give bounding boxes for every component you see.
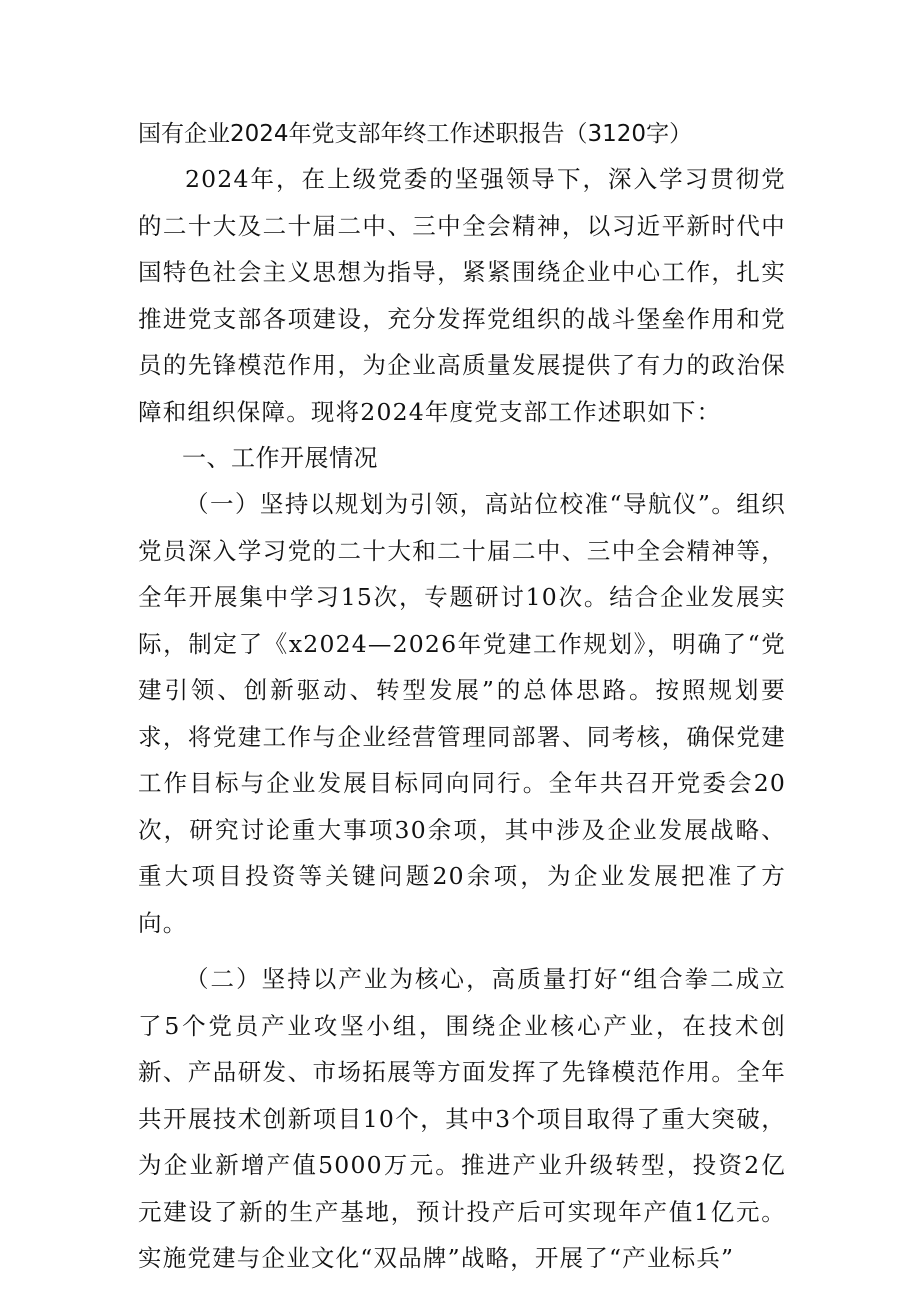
paragraph-planning: （一）坚持以规划为引领，高站位校准“导航仪”。组织党员深入学习党的二十大和二十届二中、三中全会精神等，全年开展集中学习15次，专题研讨10次。结合企业发展实际，制定了《x2024—2026年党建工作规划》，明确了“党建引领、创新驱动、转型发展”的总体思路。按照规划要求，将党建工作与企业经营管理同部署、同考核，确保党建工作目标与企业发展目标同向同行。全年共召开党委会20次，研究讨论重大事项30余项，其中涉及企业发展战略、重大项目投资等关键问题20余项，为企业发展把准了方向。 xyxy=(138,490,786,937)
document-title: 国有企业2024年党支部年终工作述职报告（3120字） xyxy=(138,121,693,147)
section-heading-work: 一、工作开展情况 xyxy=(182,444,378,472)
document-body xyxy=(138,112,786,1282)
paragraph-spacer xyxy=(138,946,786,956)
paragraph-industry: （二）坚持以产业为核心，高质量打好“组合拳二成立了5个党员产业攻坚小组，围绕企业核心产业，在技术创新、产品研发、市场拓展等方面发挥了先锋模范作用。全年共开展技术创新项目10个，其中3个项目取得了重大突破，为企业新增产值5000万元。推进产业升级转型，投资2亿元建设了新的生产基地，预计投产后可实现年产值1亿元。实施党建与企业文化“双品牌”战略，开展了“产业标兵” xyxy=(138,965,786,1272)
intro-paragraph: 2024年，在上级党委的坚强领导下，深入学习贯彻党的二十大及二十届二中、三中全会精神，以习近平新时代中国特色社会主义思想为指导，紧紧围绕企业中心工作，扎实推进党支部各项建设，充分发挥党组织的战斗堡垒作用和党员的先锋模范作用，为企业高质量发展提供了有力的政治保障和组织保障。现将2024年度党支部工作述职如下： xyxy=(138,165,786,426)
